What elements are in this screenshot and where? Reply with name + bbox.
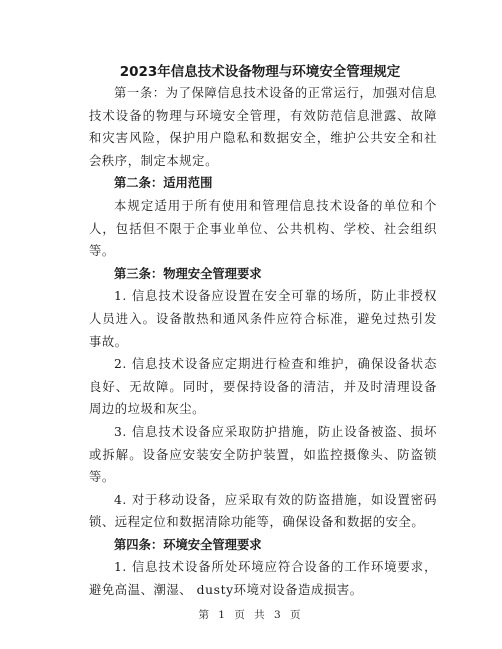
paragraph-physical-2: 2. 信息技术设备应定期进行检查和维护，确保设备状态良好、无故障。同时，要保持设备的清洁，并及时清理设备周边的垃圾和灰尘。 xyxy=(89,357,437,417)
paragraph-physical-3: 3. 信息技术设备应采取防护措施，防止设备被盗、损坏或拆解。设备应安装安全防护装置，如监控摄像头、防盗锁等。 xyxy=(89,424,437,485)
paragraph-environment-1: 1. 信息技术设备所处环境应符合设备的工作环境要求，避免高温、潮湿、 dusty环境对设备造成损害。 xyxy=(89,560,437,598)
paragraph-scope: 本规定适用于所有使用和管理信息技术设备的单位和个人，包括但不限于企事业单位、公共机构、学校、社会组织等。 xyxy=(89,198,437,259)
heading-article-4: 第四条：环境安全管理要求 xyxy=(114,537,262,552)
paragraph-physical-4: 4. 对于移动设备，应采取有效的防盗措施，如设置密码锁、远程定位和数据清除功能等，确保设备和数据的安全。 xyxy=(89,492,437,530)
page-number-footer: 第 1 页 共 3 页 xyxy=(198,609,304,621)
document-body xyxy=(89,82,437,602)
document-title: 2023年信息技术设备物理与环境安全管理规定 xyxy=(119,64,401,80)
paragraph-article-1: 第一条：为了保障信息技术设备的正常运行，加强对信息技术设备的物理与环境安全管理，有效防范信息泄露、故障和灾害风险，保护用户隐私和数据安全，维护公共安全和社会秩序，制定本规定。 xyxy=(89,86,437,168)
heading-article-2: 第二条：适用范围 xyxy=(114,176,213,191)
heading-article-3: 第三条：物理安全管理要求 xyxy=(114,266,262,281)
paragraph-physical-1: 1. 信息技术设备应设置在安全可靠的场所，防止非授权人员进入。设备散热和通风条件应符合标准，避免过热引发事故。 xyxy=(89,289,437,349)
